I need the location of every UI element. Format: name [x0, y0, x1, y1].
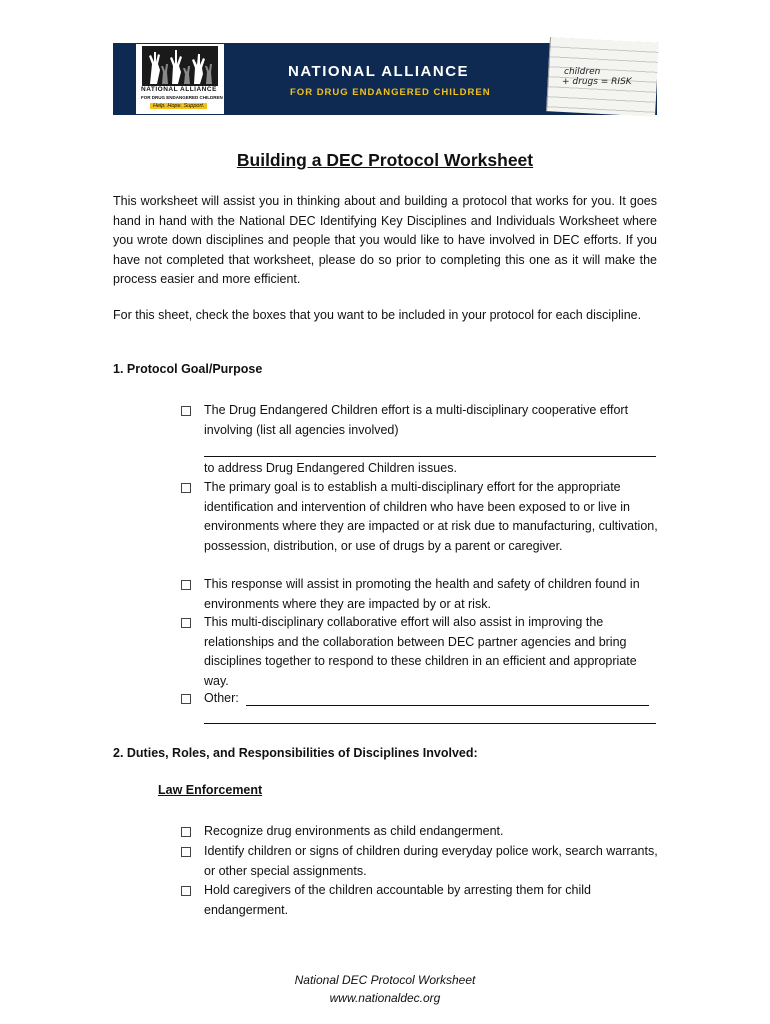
checkbox-icon[interactable]: [181, 827, 191, 837]
item-text: Identify children or signs of children during everyday police work, search warrants, or other special assignments.: [204, 844, 658, 878]
logo-tagline: Help. Hope. Support.: [150, 103, 207, 109]
checklist-item: [179, 822, 659, 842]
instruction-paragraph: For this sheet, check the boxes that you want to be included in your protocol for each discipline.: [113, 308, 642, 322]
item-text: This response will assist in promoting the health and safety of children found in environments where they are impacted by or at risk.: [204, 577, 640, 611]
page-title: Building a DEC Protocol Worksheet: [236, 150, 534, 170]
checkbox-icon[interactable]: [181, 580, 191, 590]
item-text: The Drug Endangered Children effort is a multi-disciplinary cooperative effort involving (list all agencies involved): [204, 403, 629, 437]
checklist-item: [179, 881, 659, 920]
section-2-heading: 2. Duties, Roles, and Responsibilities of Disciplines Involved:: [113, 746, 478, 760]
notepad-text-2: + drugs = RISK: [562, 77, 632, 87]
checklist-continuation: [179, 459, 659, 479]
item-text: Recognize drug environments as child endangerment.: [204, 824, 504, 838]
checklist-item: [179, 613, 659, 691]
section-1-heading: 1. Protocol Goal/Purpose: [113, 362, 263, 376]
law-enforcement-heading: Law Enforcement: [158, 783, 263, 797]
item-text: to address Drug Endangered Children issues.: [204, 461, 457, 475]
other-blank-line[interactable]: [246, 705, 649, 706]
checklist-item: [179, 478, 659, 556]
checkbox-icon[interactable]: [181, 483, 191, 493]
checkbox-icon[interactable]: [181, 847, 191, 857]
item-text: This multi-disciplinary collaborative effort will also assist in improving the relationships and the collaboration between DEC partner agencies and bring disciplines together to respond to these children in an efficient and appropriate way.: [204, 615, 637, 688]
checkbox-icon[interactable]: [181, 886, 191, 896]
intro-paragraph: This worksheet will assist you in thinking about and building a protocol that works for you. It goes hand in hand with the National DEC Identifying Key Disciplines and Individuals Worksheet where you wrote down disciplines and people that you would like to have involved in DEC efforts. If you have not completed that worksheet, please do so prior to completing this one as it will make the process easier and more efficient.: [113, 194, 657, 286]
notepad-text-1: children: [564, 67, 601, 77]
footer-url[interactable]: www.nationaldec.org: [329, 991, 441, 1005]
other-blank-line-2[interactable]: [204, 723, 656, 724]
agencies-blank-line[interactable]: [204, 456, 656, 457]
banner-subtitle: FOR DRUG ENDANGERED CHILDREN: [290, 87, 491, 98]
item-text: Hold caregivers of the children accountable by arresting them for child endangerment.: [204, 883, 592, 917]
logo-subname: FOR DRUG ENDANGERED CHILDREN: [141, 95, 223, 100]
checkbox-icon[interactable]: [181, 618, 191, 628]
banner-title: NATIONAL ALLIANCE: [288, 63, 470, 80]
checkbox-icon[interactable]: [181, 406, 191, 416]
raised-hands-icon: [142, 46, 218, 86]
item-text: The primary goal is to establish a multi-disciplinary effort for the appropriate identification and intervention of children who have been exposed to or live in environments where they are impacted or at risk due to manufacturing, cultivation, possession, distribution, or use of drugs by a parent or caregiver.: [204, 480, 658, 553]
footer-title: National DEC Protocol Worksheet: [294, 973, 476, 987]
checkbox-icon[interactable]: [181, 694, 191, 704]
logo: [136, 44, 224, 114]
checklist-item: [179, 575, 659, 614]
checklist-item: [179, 401, 659, 440]
item-text: Other:: [204, 691, 239, 705]
checklist-item: [179, 842, 659, 881]
logo-name: NATIONAL ALLIANCE: [141, 86, 217, 93]
